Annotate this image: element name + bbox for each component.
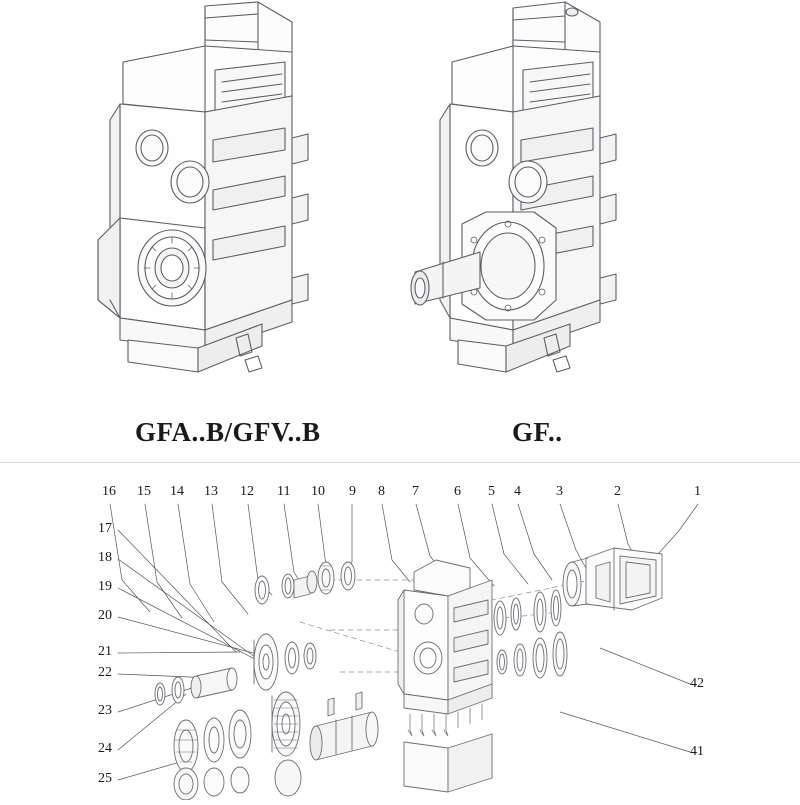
callout-22: 22 [98,665,112,680]
callout-2: 2 [614,484,621,499]
caption-gfa-b-gfv-b: GFA..B/GFV..B [135,417,321,447]
callout-18: 18 [98,550,112,565]
callout-19: 19 [98,579,112,594]
callout-8: 8 [378,484,385,499]
callout-13: 13 [204,484,218,499]
callout-21: 21 [98,644,112,659]
callout-3: 3 [556,484,563,499]
gearbox-illustration-svg [0,0,800,400]
callout-11: 11 [277,484,291,499]
callout-10: 10 [311,484,325,499]
callout-4: 4 [514,484,521,499]
exploded-view [0,462,800,800]
callout-41: 41 [690,744,704,759]
callout-12: 12 [240,484,254,499]
callout-1: 1 [694,484,701,499]
callout-23: 23 [98,703,112,718]
gearbox-illustrations [0,0,800,400]
exploded-view-svg [0,462,800,800]
callout-25: 25 [98,771,112,786]
callout-42: 42 [690,676,704,691]
callout-7: 7 [412,484,419,499]
caption-gf: GF.. [512,417,563,447]
gearbox-left-drawing [98,2,308,372]
callout-5: 5 [488,484,495,499]
callout-20: 20 [98,608,112,623]
callout-14: 14 [170,484,184,499]
callout-17: 17 [98,521,112,536]
callout-24: 24 [98,741,112,756]
callout-9: 9 [349,484,356,499]
callout-16: 16 [102,484,116,499]
gearbox-right-drawing [411,2,616,372]
callout-15: 15 [137,484,151,499]
callout-6: 6 [454,484,461,499]
